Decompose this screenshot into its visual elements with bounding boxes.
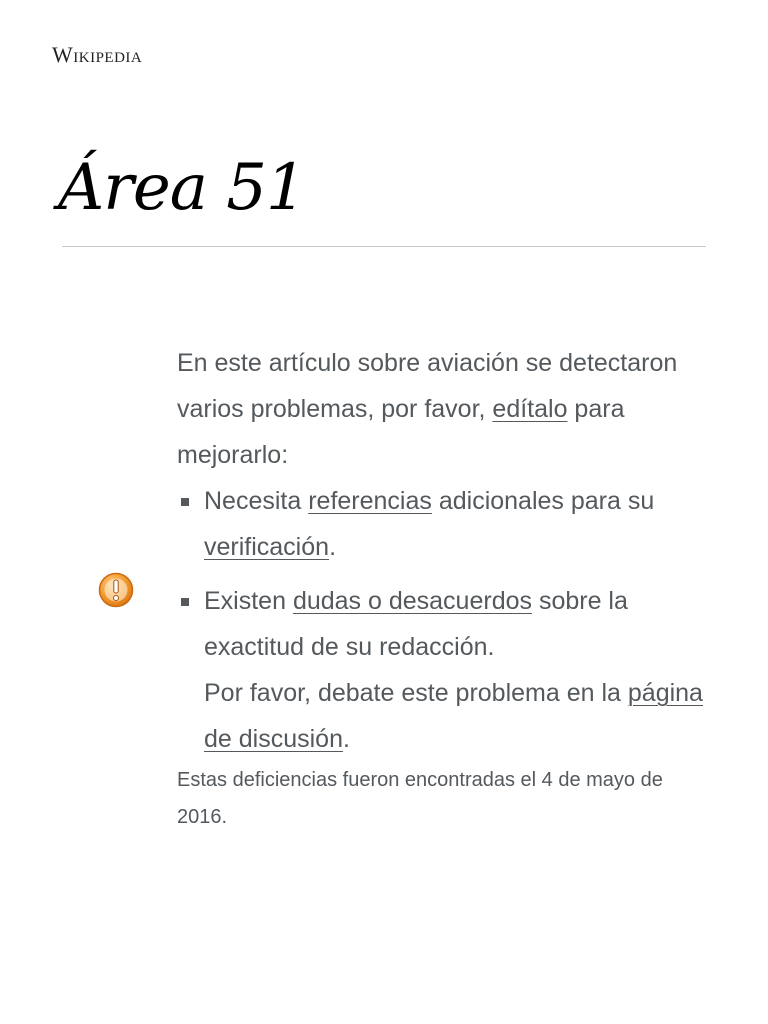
issue-text: sobre la exactitud de su redacción.: [204, 587, 628, 661]
issue-text: Por favor, debate este problema en la: [204, 679, 628, 707]
verification-link[interactable]: verificación: [204, 533, 330, 561]
issue-text: adicionales para su: [431, 487, 655, 515]
page-title: Área 51: [58, 151, 306, 225]
disputes-link[interactable]: dudas o desacuerdos: [292, 587, 532, 615]
title-divider: [62, 246, 706, 247]
issue-text: .: [342, 725, 350, 753]
talk-page-link[interactable]: página de discusión: [204, 679, 703, 753]
issue-text: .: [329, 533, 337, 561]
edit-link[interactable]: edítalo: [492, 395, 568, 423]
issue-text: Existen: [204, 587, 293, 615]
bullet: [181, 498, 189, 506]
warning-exclamation-icon: [98, 572, 134, 608]
maintenance-notice: [177, 340, 707, 762]
notice-intro-end: para mejorarlo:: [177, 395, 625, 469]
references-link[interactable]: referencias: [308, 487, 432, 515]
issue-text: Necesita: [204, 487, 309, 515]
notice-intro: [177, 340, 707, 478]
issue-references: [177, 478, 707, 570]
issue-list: [177, 478, 707, 762]
notice-intro-text: En este artículo sobre aviación se detectaron varios problemas, por favor,: [177, 349, 678, 423]
bullet: [181, 598, 189, 606]
wikipedia-logo[interactable]: Wikipedia: [52, 42, 143, 67]
notice-date: Estas deficiencias fueron encontradas el 4 de mayo de 2016.: [177, 769, 663, 828]
issue-accuracy: [177, 578, 707, 762]
